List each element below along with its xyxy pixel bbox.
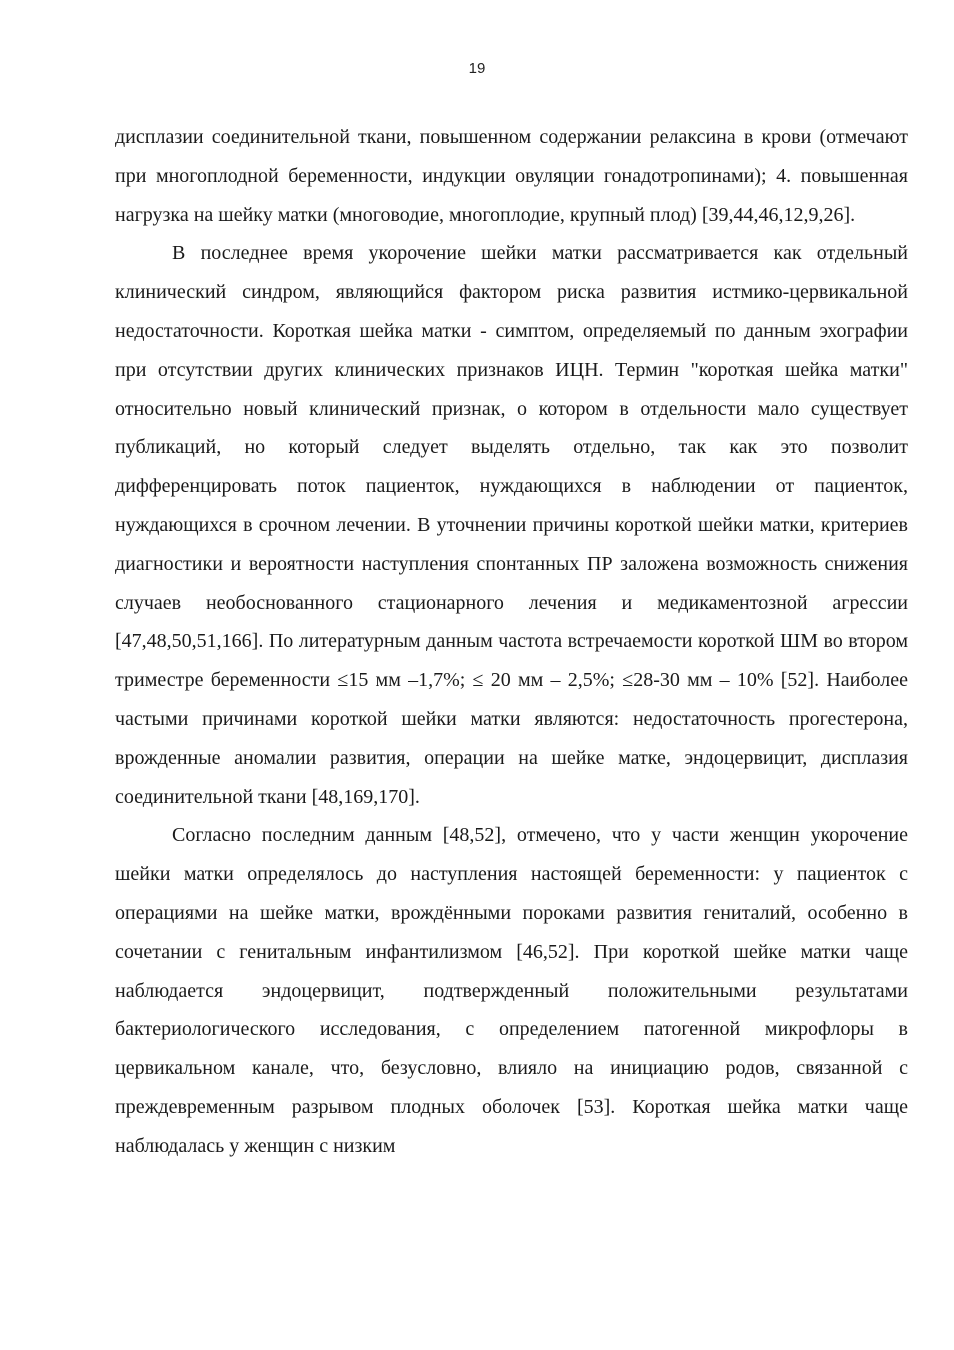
paragraph-recent-data: Согласно последним данным [48,52], отмечено, что у части женщин укорочение шейки матки определялось до наступления настоящей беременности: у пациенток с операциями на шейке матки, врождёнными пороками развития гениталий, особенно в сочетании с генитальным инфантилизмом [46,52]. При короткой шейке матки чаще наблюдается эндоцервицит, подтвержденный положительными результатами бактериологического исследования, с определением патогенной микрофлоры в цервикальном канале, что, безусловно, влияло на инициацию родов, связанной с преждевременным разрывом плодных оболочек [53]. Короткая шейка матки чаще наблюдалась у женщин с низким [115, 824, 908, 1157]
body-text [115, 118, 908, 1166]
paragraph-continuation: дисплазии соединительной ткани, повышенном содержании релаксина в крови (отмечают при многоплодной беременности, индукции овуляции гонадотропинами); 4. повышенная нагрузка на шейку матки (многоводие, многоплодие, крупный плод) [39,44,46,12,9,26]. [115, 126, 908, 226]
page-number: 19 [468, 60, 486, 77]
paragraph-short-cervix-syndrome: В последнее время укорочение шейки матки рассматривается как отдельный клинический синдром, являющийся фактором риска развития истмико-цервикальной недостаточности. Короткая шейка матки - симптом, определяемый по данным эхографии при отсутствии других клинических признаков ИЦН. Термин "короткая шейка матки" относительно новый клинический признак, о котором в отдельности мало существует публикаций, но который следует выделять отдельно, так как это позволит дифференцировать поток пациенток, нуждающихся в наблюдении от пациенток, нуждающихся в срочном лечении. В уточнении причины короткой шейки матки, критериев диагностики и вероятности наступления спонтанных ПР заложена возможность снижения случаев необоснованного стационарного лечения и медикаментозной агрессии [47,48,50,51,166]. По литературным данным частота встречаемости короткой ШМ во втором триместре беременности ≤15 мм –1,7%; ≤ 20 мм – 2,5%; ≤28-30 мм – 10% [52]. Наиболее частыми причинами короткой шейки матки являются: недостаточность прогестерона, врожденные аномалии развития, операции на шейке матке, эндоцервицит, дисплазия соединительной ткани [48,169,170]. [115, 242, 908, 808]
